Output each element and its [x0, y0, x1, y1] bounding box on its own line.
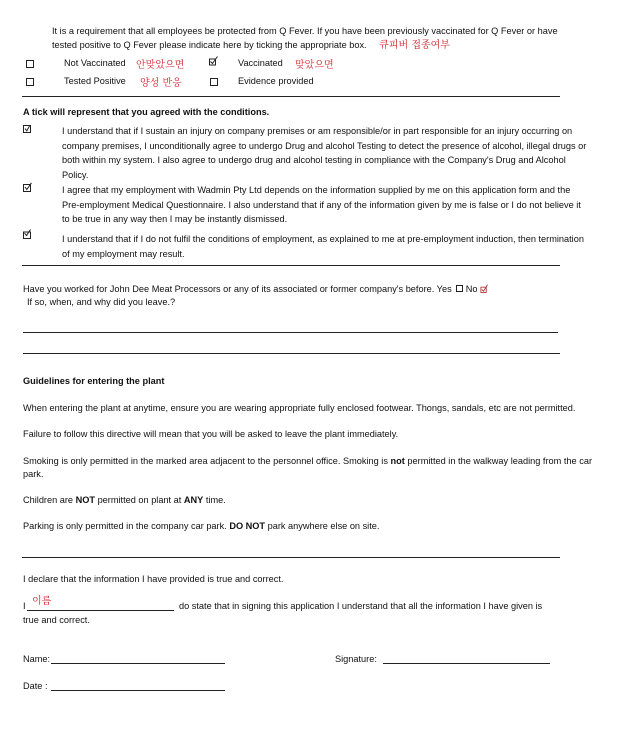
- declaration-name-annotation: 이름: [32, 596, 52, 607]
- guideline-failure: Failure to follow this directive will mean that you will be asked to leave the plant immediately.: [23, 429, 399, 439]
- evidence-provided-checkbox[interactable]: [210, 78, 218, 86]
- guideline-children-not: NOT: [75, 495, 96, 505]
- qfever-intro-text: It is a requirement that all employees be protected from Q Fever. If you have been previously vaccinated for Q Fever or have tested positive to Q Fever please indicate here by ticking the appropriate box.: [52, 26, 558, 50]
- declaration-statement: I declare that the information I have provided is true and correct.: [23, 574, 284, 584]
- tested-positive-checkbox[interactable]: [26, 78, 34, 86]
- guideline-children-c: permitted on plant at: [95, 495, 184, 505]
- answer-line-2[interactable]: [23, 353, 560, 354]
- guideline-parking-c: park anywhere else on site.: [265, 521, 380, 531]
- name-label: Name:: [23, 654, 51, 664]
- date-field[interactable]: [51, 690, 225, 691]
- declaration-i-label: I: [23, 601, 26, 611]
- evidence-provided-label: Evidence provided: [238, 76, 314, 86]
- guideline-smoking-a: Smoking is only permitted in the marked area adjacent to the personnel office. Smoking is: [23, 456, 391, 466]
- guidelines-heading: Guidelines for entering the plant: [23, 376, 165, 386]
- condition-2-checkbox-ticked[interactable]: [23, 182, 32, 192]
- qfever-intro: [52, 24, 582, 53]
- guideline-smoking: [23, 455, 592, 480]
- guideline-smoking-not: not: [390, 456, 405, 466]
- section-divider: [22, 96, 560, 97]
- guideline-parking-donot: DO NOT: [229, 521, 266, 531]
- not-vaccinated-label: Not Vaccinated: [64, 58, 126, 68]
- conditions-heading: A tick will represent that you agreed with the conditions.: [23, 107, 270, 117]
- condition-3-checkbox-ticked[interactable]: [23, 229, 32, 239]
- vaccinated-checkbox-ticked[interactable]: [209, 56, 218, 66]
- answer-line-1[interactable]: [23, 332, 558, 333]
- previous-work-question-text: Have you worked for John Dee Meat Processors or any of its associated or former company's before. Yes: [23, 284, 452, 294]
- condition-3-text: I understand that if I do not fulfil the conditions of employment, as explained to me at pre-employment induction, then termination of my employment may result.: [62, 234, 584, 259]
- not-vaccinated-note: 안맞았으면: [136, 60, 185, 71]
- no-label: No: [465, 284, 478, 294]
- guideline-parking-a: Parking is only permitted in the company car park.: [23, 521, 230, 531]
- section-divider: [22, 557, 560, 558]
- declaration-do-state-end: true and correct.: [23, 615, 90, 625]
- previous-work-follow-up: If so, when, and why did you leave.?: [27, 297, 176, 307]
- guideline-children-a: Children are: [23, 495, 76, 505]
- guideline-smoking-c: permitted in the walkway leading from the car park.: [23, 456, 592, 479]
- guideline-footwear: When entering the plant at anytime, ensure you are wearing appropriate fully enclosed footwear. Thongs, sandals, etc are not permitted.: [23, 403, 576, 413]
- guideline-children-any: ANY: [183, 495, 204, 505]
- declaration-name-field[interactable]: [27, 610, 174, 611]
- date-label: Date :: [23, 681, 48, 691]
- section-divider: [22, 265, 560, 266]
- guideline-parking: [23, 521, 379, 531]
- vaccinated-label: Vaccinated: [238, 58, 283, 68]
- name-field[interactable]: [51, 663, 225, 664]
- guideline-children-e: time.: [203, 495, 226, 505]
- tested-positive-note: 양성 반응: [140, 78, 182, 89]
- signature-field[interactable]: [383, 663, 550, 664]
- declaration-do-state: do state that in signing this application I understand that all the information I have given is: [179, 601, 543, 611]
- guideline-children: [23, 495, 226, 505]
- yes-checkbox[interactable]: [456, 285, 463, 292]
- previous-work-question: [23, 284, 488, 294]
- no-checkbox-ticked[interactable]: [480, 284, 488, 293]
- condition-2-text: I agree that my employment with Wadmin Pty Ltd depends on the information supplied by me on this application form and the Pre-employment Medical Questionnaire. I also understand that if any of the information given by me is false or I do not believe it to be true in any way then I may be instantly dismissed.: [62, 185, 581, 224]
- tested-positive-label: Tested Positive: [64, 76, 126, 86]
- qfever-intro-annotation: 큐피버 접종여부: [379, 40, 450, 51]
- vaccinated-note: 맞았으면: [295, 60, 334, 71]
- signature-label: Signature:: [335, 654, 377, 664]
- condition-1-text: I understand that if I sustain an injury on company premises or am responsible/or in part responsible for an injury occurring on company premises, I unconditionally agree to undergo Drug and alcohol Testing to detect the presence of alcohol, illegal drugs or both within my system. I also agree to undergo drug and alcohol testing in compliance with the Company's Drug and Alcohol Policy.: [62, 126, 587, 180]
- not-vaccinated-checkbox[interactable]: [26, 60, 34, 68]
- condition-1-checkbox-ticked[interactable]: [23, 124, 32, 134]
